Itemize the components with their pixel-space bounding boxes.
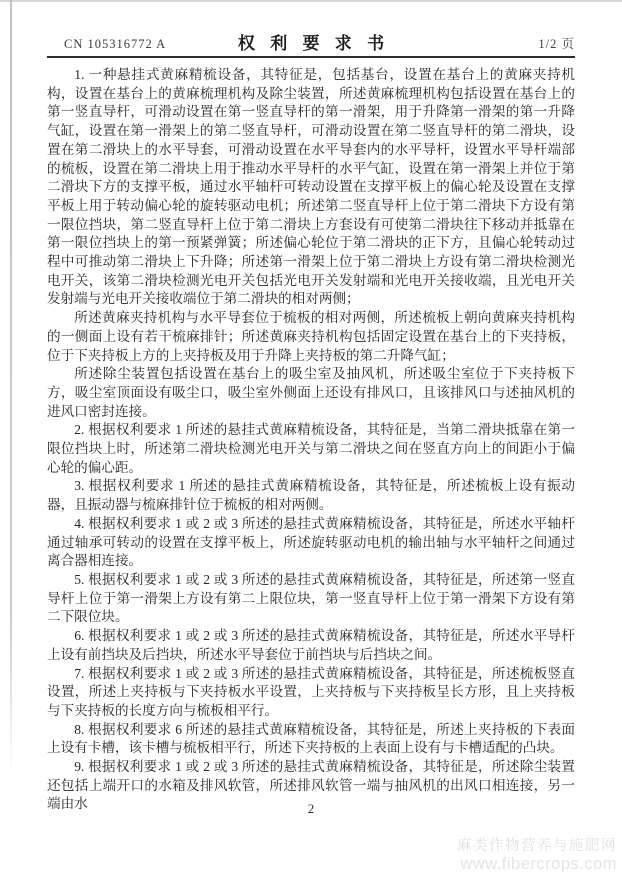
claim-paragraph-1: 1. 一种悬挂式黄麻精梳设备，其特征是，包括基台，设置在基台上的黄麻夹持机构，设置在基台上的黄麻梳理机构及除尘装置，所述黄麻梳理机构包括设置在基台上的第一竖直导杆，可滑动设置在第一竖直导杆的第一滑架，用于升降第一滑架的第一升降气缸，设置在第一滑架上的第二竖直导杆，可滑动设置在第二竖直导杆的第二滑块，设置在第二滑块上的水平导套，可滑动设置在水平导套内的水平导杆，设置水平导杆端部的梳板，设置在第二滑块上用于推动水平导杆的水平气缸，设置在第一滑架上并位于第二滑块下方的支撑平板，通过水平轴杆可转动设置在支撑平板上的偏心轮及设置在支撑平板上用于转动偏心轮的旋转驱动电机；所述第二竖直导杆上位于第二滑块下方设有第一限位挡块，第二竖直导杆上位于第二滑块上方套设有可使第二滑块往下移动并抵靠在第一限位挡块上的第一预紧弹簧；所述偏心轮位于第二滑块的正下方，且偏心轮转动过程中可推动第二滑块上下升降；所述第一滑架上位于第二滑块上方设有第二滑块检测光电开关，该第二滑块检测光电开关包括光电开关发射端和光电开关接收端，且光电开关发射端与光电开关接收端位于第二滑块的相对两侧；	[47, 67, 575, 307]
page-indicator: 1/2 页	[538, 37, 575, 51]
scan-edge-left	[10, 0, 12, 775]
claim-paragraph-11: 9. 根据权利要求 1 或 2 或 3 所述的悬挂式黄麻精梳设备，其特征是，所述除尘装置还包括上端开口的水箱及排风软管，所述排风软管一端与抽风机的出风口相连接，另一端由水	[47, 759, 575, 812]
claim-paragraph-8: 6. 根据权利要求 1 或 2 或 3 所述的悬挂式黄麻精梳设备，其特征是，所述水平导杆上设有前挡块及后挡块，所述水平导套位于前挡块与后挡块之间。	[47, 628, 575, 662]
watermark	[457, 838, 617, 874]
patent-number: CN 105316772 A	[64, 37, 167, 51]
watermark-site-name: 麻类作物营养与施肥网	[457, 838, 617, 855]
page-header	[47, 34, 575, 58]
claim-paragraph-2: 所述黄麻夹持机构与水平导套位于梳板的相对两侧，所述梳板上朝向黄麻夹持机构的一侧面上设有若干梳麻排针；所述黄麻夹持机构包括固定设置在基台上的下夹持板，位于下夹持板上方的上夹持板及用于升降上夹持板的第二升降气缸；	[47, 310, 575, 363]
claim-paragraph-9: 7. 根据权利要求 1 或 2 或 3 所述的悬挂式黄麻精梳设备，其特征是，所述梳板竖直设置，所述上夹持板与下夹持板水平设置，上夹持板与下夹持板呈长方形，且上夹持板与下夹持板的长度方向与梳板相平行。	[47, 665, 575, 718]
claims-section	[47, 66, 575, 814]
scan-edge-top	[0, 0, 622, 2]
claim-paragraph-4: 2. 根据权利要求 1 所述的悬挂式黄麻精梳设备，其特征是，当第二滑块抵靠在第一限位挡块上时，所述第二滑块检测光电开关与第二滑块之间在竖直方向上的间距小于偏心轮的偏心距。	[47, 422, 575, 475]
watermark-site-url: www.fibercrops.com	[460, 855, 617, 874]
claim-paragraph-5: 3. 根据权利要求 1 所述的悬挂式黄麻精梳设备，其特征是，所述梳板上设有振动器，且振动器与梳麻排针位于梳板的相对两侧。	[47, 478, 575, 513]
document-title: 权利要求书	[237, 34, 400, 53]
claim-paragraph-7: 5. 根据权利要求 1 或 2 或 3 所述的悬挂式黄麻精梳设备，其特征是，所述第一竖直导杆上位于第一滑架上方设有第二上限位块，第一竖直导杆上位于第一滑架下方设有第二下限位块。	[47, 571, 575, 625]
page-number: 2	[307, 801, 315, 816]
claim-paragraph-3: 所述除尘装置包括设置在基台上的吸尘室及抽风机，所述吸尘室位于下夹持板下方，吸尘室顶面设有吸尘口，吸尘室外侧面上还设有排风口，且该排风口与述抽风机的进风口密封连接。	[47, 366, 575, 419]
claim-paragraph-6: 4. 根据权利要求 1 或 2 或 3 所述的悬挂式黄麻精梳设备，其特征是，所述水平轴杆通过轴承可转动的设置在支撑平板上，所述旋转驱动电机的输出轴与水平轴杆之间通过离合器相连接。	[47, 515, 575, 569]
claim-paragraph-10: 8. 根据权利要求 6 所述的悬挂式黄麻精梳设备，其特征是，所述上夹持板的下表面上设有卡槽，该卡槽与梳板相平行，所述下夹持板的上表面上设有与卡槽适配的凸块。	[47, 721, 575, 756]
